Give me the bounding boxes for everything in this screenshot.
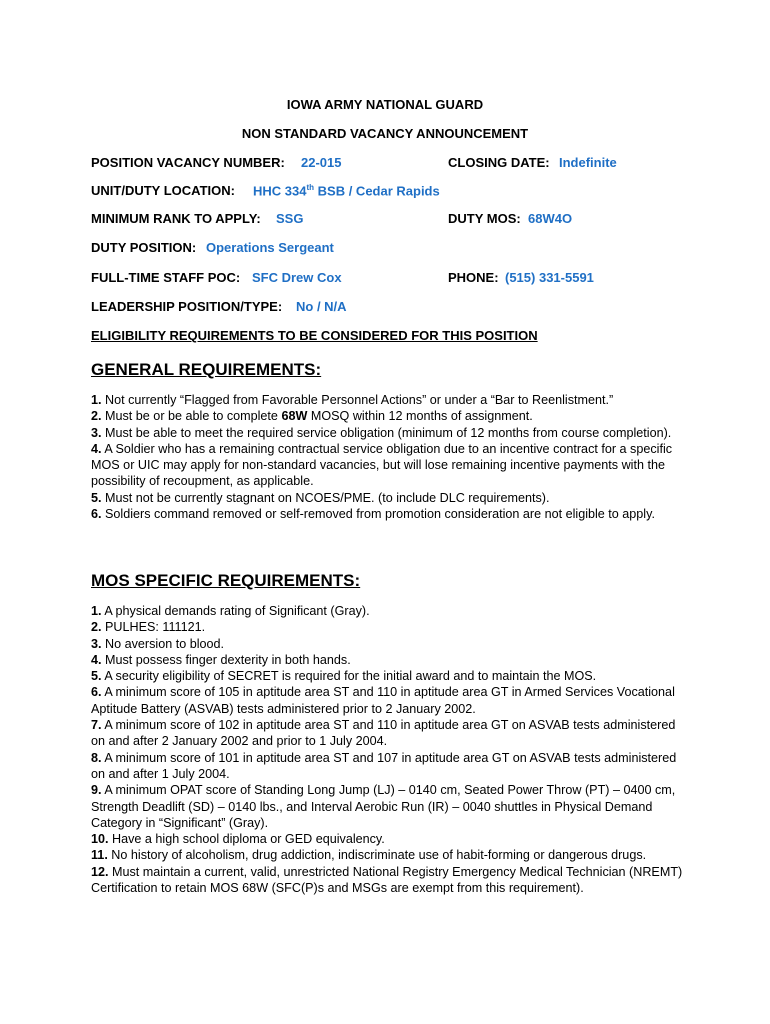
staff-poc-label: FULL-TIME STAFF POC:	[91, 270, 241, 285]
position-vacancy-number-label: POSITION VACANCY NUMBER:	[91, 155, 285, 170]
list-item: 3. No aversion to blood.	[91, 636, 225, 651]
unit-duty-location-value: HHC 334th BSB / Cedar Rapids	[253, 183, 440, 199]
list-item: 9. A minimum OPAT score of Standing Long Jump (LJ) – 0140 cm, Seated Power Throw (PT) – 0400 cm, Strength Deadlift (SD) – 0140 lbs., and Interval Aerobic Run (IR) – 0040 shuttles in Physical Demand Category in “Significant” (Gray).	[91, 783, 676, 830]
list-item: 5. Must not be currently stagnant on NCOES/PME. (to include DLC requirements).	[91, 490, 550, 505]
duty-mos-label: DUTY MOS:	[448, 211, 521, 226]
list-item: 7. A minimum score of 102 in aptitude area ST and 110 in aptitude area GT on ASVAB tests administered on and after 2 January 2002 and prior to 1 July 2004.	[91, 718, 676, 749]
list-item: 4. Must possess finger dexterity in both hands.	[91, 652, 351, 667]
eligibility-heading: ELIGIBILITY REQUIREMENTS TO BE CONSIDERED FOR THIS POSITION	[91, 328, 538, 343]
list-item: 3. Must be able to meet the required service obligation (minimum of 12 months from course completion).	[91, 425, 672, 440]
duty-position-value: Operations Sergeant	[206, 240, 334, 255]
duty-position-label: DUTY POSITION:	[91, 240, 197, 255]
phone-label: PHONE:	[448, 270, 499, 285]
leadership-label: LEADERSHIP POSITION/TYPE:	[91, 299, 283, 314]
general-requirements-heading: GENERAL REQUIREMENTS:	[91, 360, 322, 379]
list-item: 2. Must be or be able to complete 68W MOSQ within 12 months of assignment.	[91, 409, 533, 424]
mos-requirements-list	[91, 603, 691, 896]
position-vacancy-number-value: 22-015	[301, 155, 342, 170]
list-item: 1. A physical demands rating of Significant (Gray).	[91, 604, 370, 618]
list-item: 11. No history of alcoholism, drug addiction, indiscriminate use of habit-forming or dangerous drugs.	[91, 848, 647, 863]
unit-duty-location-label: UNIT/DUTY LOCATION:	[91, 183, 235, 198]
list-item: 6. Soldiers command removed or self-removed from promotion consideration are not eligible to apply.	[91, 507, 655, 522]
org-title: IOWA ARMY NATIONAL GUARD	[286, 97, 484, 112]
announcement-title: NON STANDARD VACANCY ANNOUNCEMENT	[241, 126, 529, 141]
general-requirements-list	[91, 392, 691, 522]
leadership-value: No / N/A	[296, 299, 347, 314]
closing-date-label: CLOSING DATE:	[448, 155, 550, 170]
list-item: 4. A Soldier who has a remaining contractual service obligation due to an incentive contract for a specific MOS or UIC may apply for non-standard vacancies, but will lose remaining incentive payments with the possibility of recoupment, as applicable.	[91, 441, 673, 489]
closing-date-value: Indefinite	[559, 155, 617, 170]
mos-requirements-heading: MOS SPECIFIC REQUIREMENTS:	[91, 571, 361, 590]
minimum-rank-value: SSG	[276, 211, 304, 226]
phone-value: (515) 331-5591	[505, 270, 594, 285]
list-item: 1. Not currently “Flagged from Favorable Personnel Actions” or under a “Bar to Reenlistment.”	[91, 393, 614, 407]
list-item: 5. A security eligibility of SECRET is required for the initial award and to maintain the MOS.	[91, 669, 597, 684]
duty-mos-value: 68W4O	[528, 211, 573, 226]
list-item: 8. A minimum score of 101 in aptitude area ST and 107 in aptitude area GT on ASVAB tests administered on and after 1 July 2004.	[91, 750, 677, 781]
list-item: 6. A minimum score of 105 in aptitude area ST and 110 in aptitude area GT in Armed Services Vocational Aptitude Battery (ASVAB) tests administered prior to 2 January 2002.	[91, 685, 675, 716]
list-item: 12. Must maintain a current, valid, unrestricted National Registry Emergency Medical Technician (NREMT) Certification to retain MOS 68W (SFC(P)s and MSGs are exempt from this requirement).	[91, 864, 683, 896]
minimum-rank-label: MINIMUM RANK TO APPLY:	[91, 211, 261, 226]
staff-poc-value: SFC Drew Cox	[252, 270, 342, 285]
list-item: 2. PULHES: 111121.	[91, 620, 206, 635]
list-item: 10. Have a high school diploma or GED equivalency.	[91, 832, 385, 847]
